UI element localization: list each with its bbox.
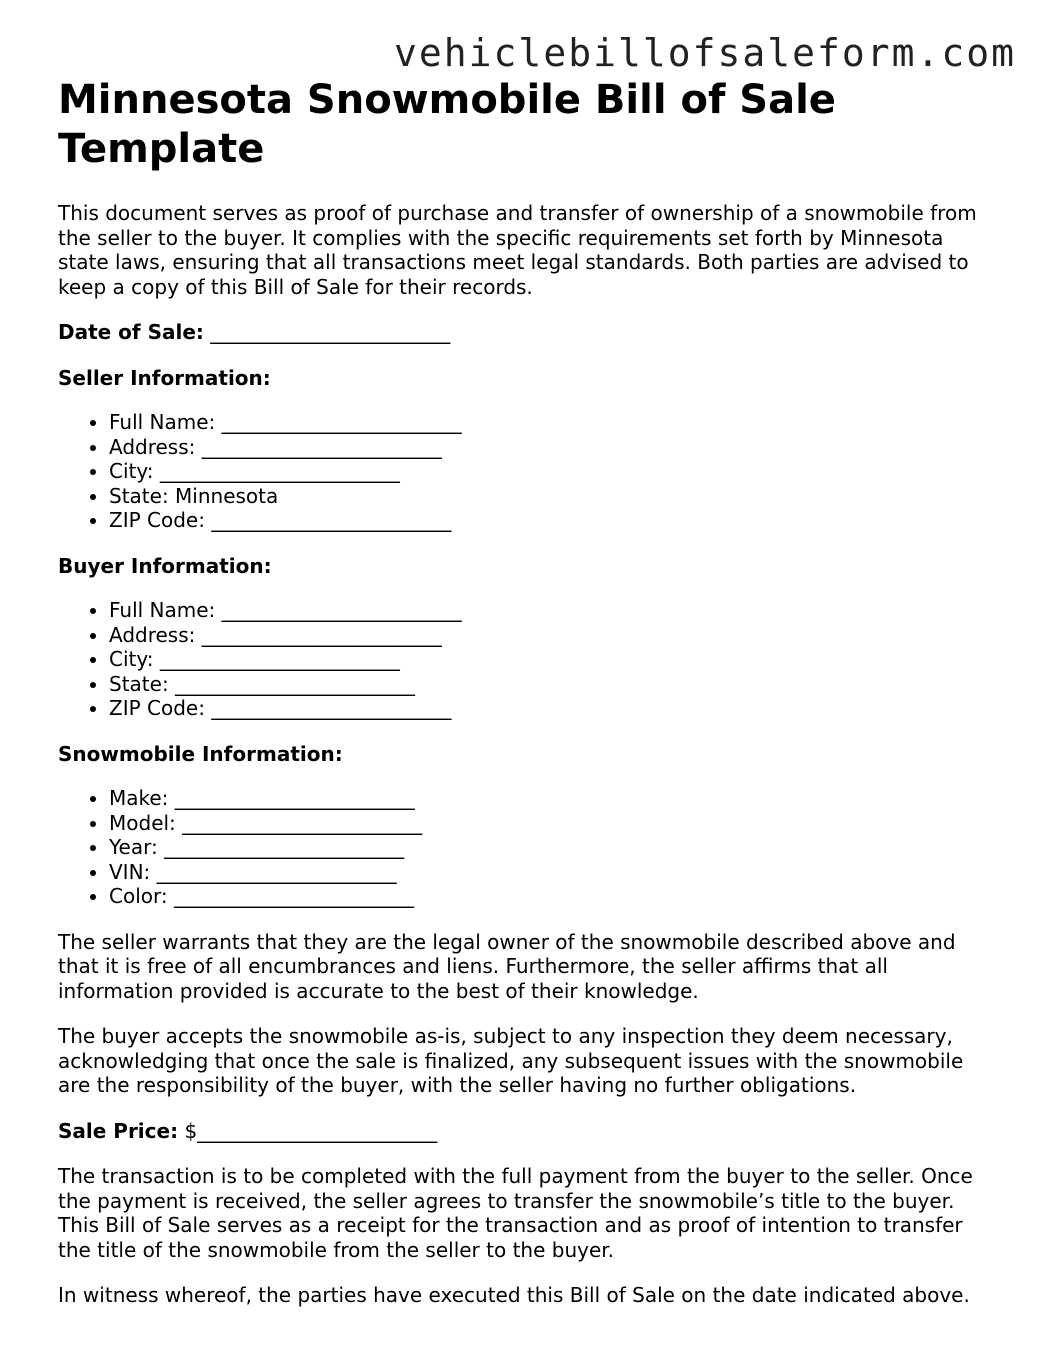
snowmobile-color: • Color: ________________________ — [109, 884, 998, 909]
seller-list — [58, 410, 998, 533]
date-of-sale-blank: ________________________ — [210, 320, 451, 344]
seller-heading — [58, 366, 998, 391]
snowmobile-list — [58, 786, 998, 909]
snowmobile-make: • Make: ________________________ — [109, 786, 998, 811]
seller-address: • Address: ________________________ — [109, 435, 998, 460]
buyer-zip: • ZIP Code: ________________________ — [109, 696, 998, 721]
document-body — [58, 76, 998, 1308]
buyer-heading-text: Buyer Information: — [58, 553, 272, 578]
date-of-sale-label: Date of Sale: — [58, 320, 204, 344]
buyer-city: • City: ________________________ — [109, 647, 998, 672]
snowmobile-vin: • VIN: ________________________ — [109, 860, 998, 885]
buyer-state: • State: ________________________ — [109, 672, 998, 697]
page-title: Minnesota Snowmobile Bill of Sale Template — [58, 77, 836, 172]
as-is-paragraph: The buyer accepts the snowmobile as-is, subject to any inspection they deem necessary, acknowledging that once the sale is finalized, any subsequent issues with the snowmobile are the responsibility of the buyer, with the seller having no further obligations. — [58, 1024, 964, 1097]
sale-price-label: Sale Price: — [58, 1118, 179, 1143]
buyer-list — [58, 598, 998, 721]
seller-zip: • ZIP Code: ________________________ — [109, 508, 998, 533]
seller-state: • State: Minnesota — [109, 484, 998, 509]
transaction-paragraph: The transaction is to be completed with the full payment from the buyer to the seller. Once the payment is received, the seller agrees to transfer the snowmobile’s title to the buyer. This Bill of Sale serves as a receipt for the transaction and as proof of intention to transfer the title of the snowmobile from the seller to the buyer. — [58, 1164, 973, 1262]
date-of-sale-line — [58, 320, 998, 345]
buyer-address: • Address: ________________________ — [109, 623, 998, 648]
buyer-full-name: • Full Name: ________________________ — [109, 598, 998, 623]
sale-price-blank: $________________________ — [184, 1118, 438, 1143]
buyer-heading — [58, 554, 998, 579]
snowmobile-heading-text: Snowmobile Information: — [58, 741, 343, 766]
site-watermark: vehiclebillofsaleform.com — [394, 31, 1016, 75]
seller-full-name: • Full Name: ________________________ — [109, 410, 998, 435]
seller-city: • City: ________________________ — [109, 459, 998, 484]
sale-price-line — [58, 1119, 998, 1144]
intro-paragraph: This document serves as proof of purchase and transfer of ownership of a snowmobile from the seller to the buyer. It complies with the specific requirements set forth by Minnesota state laws, ensuring that all transactions meet legal standards. Both parties are advised to keep a copy of this Bill of Sale for their records. — [58, 201, 977, 299]
snowmobile-model: • Model: ________________________ — [109, 811, 998, 836]
snowmobile-heading — [58, 742, 998, 767]
witness-paragraph: In witness whereof, the parties have executed this Bill of Sale on the date indicated above. — [58, 1283, 970, 1307]
warranty-paragraph: The seller warrants that they are the legal owner of the snowmobile described above and that it is free of all encumbrances and liens. Furthermore, the seller affirms that all information provided is accurate to the best of their knowledge. — [58, 929, 956, 1003]
seller-heading-text: Seller Information: — [58, 365, 271, 390]
snowmobile-year: • Year: ________________________ — [109, 835, 998, 860]
